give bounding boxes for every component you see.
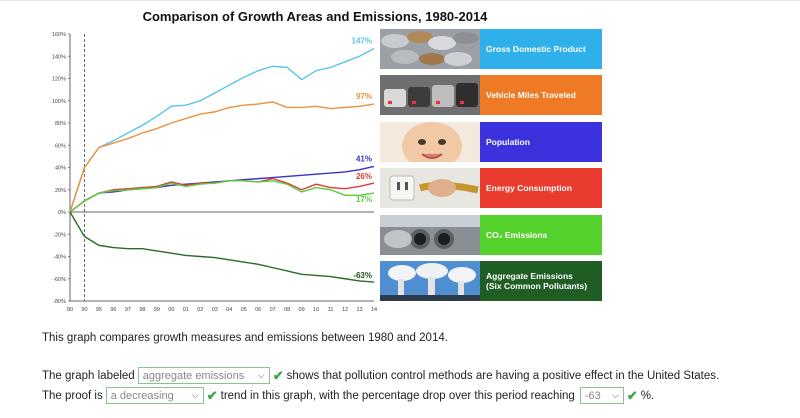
series-line	[70, 212, 374, 282]
smokestacks-photo	[380, 261, 480, 301]
y-tick-label: 40%	[54, 165, 66, 172]
y-tick-label: -60%	[53, 276, 66, 283]
coins-photo	[380, 29, 480, 69]
checkmark-icon: ✔	[626, 387, 638, 403]
x-tick-label: 12	[341, 307, 349, 313]
x-tick-label: 03	[211, 307, 218, 313]
series-end-label: 97%	[355, 92, 372, 102]
series-line	[70, 181, 374, 212]
x-tick-label: 08	[284, 307, 291, 313]
x-tick-label: 96	[110, 307, 117, 313]
q2-dropdown-percent-value: -63	[584, 389, 601, 402]
plug-photo	[380, 168, 480, 208]
x-tick-label: 09	[298, 307, 305, 313]
y-tick-label: 140%	[51, 54, 66, 61]
q2-text-before: The proof is	[42, 389, 103, 402]
y-tick-label: 60%	[54, 143, 66, 150]
chevron-down-icon: ⌵	[191, 390, 199, 400]
series-line	[70, 179, 374, 212]
x-tick-label: 90	[81, 307, 88, 313]
x-tick-label: 11	[327, 307, 334, 313]
checkmark-icon: ✔	[272, 367, 284, 383]
y-tick-label: 120%	[51, 76, 66, 83]
baby-photo	[380, 122, 480, 162]
series-line	[70, 102, 374, 212]
series-end-label: 41%	[355, 154, 372, 164]
series-end-label: 17%	[355, 195, 372, 205]
x-tick-label: 99	[153, 307, 160, 313]
x-tick-label: 04	[226, 307, 233, 313]
y-tick-label: 20%	[54, 187, 66, 194]
q1-dropdown[interactable]	[138, 367, 270, 384]
legend-label: CO₂ Emissions	[480, 215, 602, 255]
x-tick-label: 07	[269, 307, 276, 313]
legend-label: Population	[480, 122, 602, 162]
x-tick-label: 14	[370, 307, 378, 313]
q1-text-after: shows that pollution control methods are having a positive effect in the United States.	[286, 369, 720, 382]
q1-dropdown-value: aggregate emissions	[142, 369, 245, 382]
graph-description: This graph compares growth measures and emissions between 1980 and 2014.	[42, 332, 448, 344]
y-tick-label: -40%	[53, 254, 66, 261]
y-tick-label: 160%	[51, 32, 66, 38]
y-tick-label: -20%	[53, 232, 66, 239]
legend-item	[380, 29, 602, 69]
x-tick-label: 95	[95, 307, 103, 313]
series-end-label: -63%	[353, 271, 372, 281]
chart-area	[0, 1, 380, 321]
x-tick-label: 02	[197, 307, 204, 313]
legend-label: Vehicle Miles Traveled	[480, 75, 602, 115]
legend-label: Gross Domestic Product	[480, 29, 602, 69]
legend-item	[380, 168, 602, 208]
legend-item	[380, 122, 602, 162]
x-tick-label: 06	[255, 307, 262, 313]
exhaust-photo	[380, 215, 480, 255]
q2-dropdown-trend-value: a decreasing	[110, 389, 174, 402]
legend-item	[380, 75, 602, 115]
q2-text-middle: trend in this graph, with the percentage drop over this period reaching	[220, 389, 575, 402]
q2-text-after: %.	[640, 389, 655, 402]
x-tick-label: 80	[66, 307, 74, 313]
chevron-down-icon: ⌵	[611, 390, 619, 400]
question-1	[42, 367, 719, 384]
legend-item	[380, 215, 602, 255]
legend	[380, 29, 602, 307]
y-tick-label: 0%	[58, 210, 66, 216]
series-end-label: 147%	[351, 36, 372, 46]
y-tick-label: -80%	[53, 299, 66, 305]
q1-text-before: The graph labeled	[42, 369, 135, 382]
chevron-down-icon: ⌵	[257, 370, 265, 380]
q2-dropdown-trend[interactable]	[106, 387, 204, 404]
traffic-photo	[380, 75, 480, 115]
legend-label: Aggregate Emissions (Six Common Pollutants)	[480, 261, 602, 301]
checkmark-icon: ✔	[206, 387, 218, 403]
series-end-label: 26%	[355, 172, 372, 182]
x-tick-label: 00	[168, 307, 175, 313]
q2-dropdown-percent[interactable]	[580, 387, 624, 404]
x-tick-label: 05	[240, 307, 247, 313]
x-tick-label: 97	[124, 307, 131, 313]
legend-label: Energy Consumption	[480, 168, 602, 208]
chart-title: Comparison of Growth Areas and Emissions, 1980-2014	[142, 9, 488, 24]
question-2	[42, 387, 654, 404]
x-tick-label: 98	[139, 307, 146, 313]
y-tick-label: 100%	[51, 98, 66, 105]
x-tick-label: 13	[356, 307, 363, 313]
x-tick-label: 10	[313, 307, 320, 313]
y-tick-label: 80%	[54, 121, 66, 127]
x-tick-label: 01	[182, 307, 189, 313]
legend-item	[380, 261, 602, 301]
